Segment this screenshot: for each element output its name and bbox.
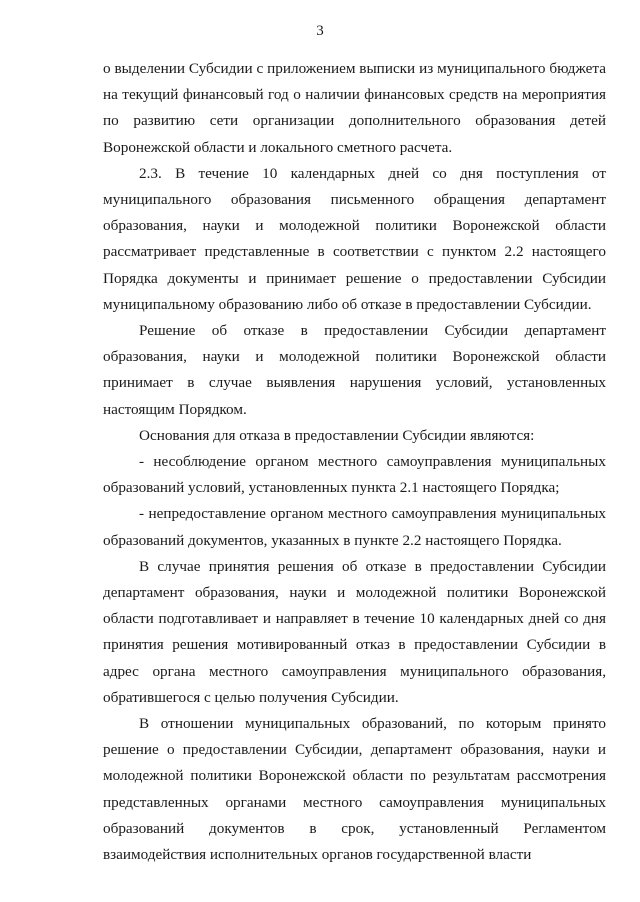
paragraph-refusal-notice: В случае принятия решения об отказе в предоставлении Субсидии департамент образования, науки и молодежной политики Воронежской области подготавливает и направляет в течение 10 календарных дней со дня принятия решения мотивированный отказ в предоставлении Субсидии в адрес органа местного самоуправления муниципального образования, обратившегося с целью получения Субсидии. bbox=[103, 557, 606, 706]
body-text bbox=[103, 56, 606, 868]
list-item-noncompliance: - несоблюдение органом местного самоуправления муниципальных образований условий, установленных пункта 2.1 настоящего Порядка; bbox=[103, 453, 606, 497]
paragraph-subsidy-documents: о выделении Субсидии с приложением выписки из муниципального бюджета на текущий финансовый год о наличии финансовых средств на мероприятия по развитию сети организации дополнительного образования детей Воронежской области и локального сметного расчета. bbox=[103, 60, 606, 156]
paragraph-refusal-grounds: Основания для отказа в предоставлении Субсидии являются: bbox=[139, 426, 535, 444]
list-item-nonsubmission: - непредоставление органом местного самоуправления муниципальных образований документов, указанных в пункте 2.2 настоящего Порядка. bbox=[103, 505, 606, 549]
page-number: 3 bbox=[316, 23, 324, 39]
paragraph-approved-municipalities: В отношении муниципальных образований, по которым принято решение о предоставлении Субсидии, департамент образования, науки и молодежной политики Воронежской области по результатам рассмотрения представленных органами местного самоуправления муниципальных образований документов в срок, установленный Регламентом взаимодействия исполнительных органов государственной власти bbox=[103, 715, 606, 864]
paragraph-2-3-review: 2.3. В течение 10 календарных дней со дня поступления от муниципального образования письменного обращения департамент образования, науки и молодежной политики Воронежской области рассматривает представленные в соответствии с пунктом 2.2 настоящего Порядка документы и принимает решение о предоставлении Субсидии муниципальному образованию либо об отказе в предоставлении Субсидии. bbox=[103, 164, 606, 313]
paragraph-refusal-decision: Решение об отказе в предоставлении Субсидии департамент образования, науки и молодежной политики Воронежской области принимает в случае выявления нарушения условий, установленных настоящим Порядком. bbox=[103, 322, 606, 418]
